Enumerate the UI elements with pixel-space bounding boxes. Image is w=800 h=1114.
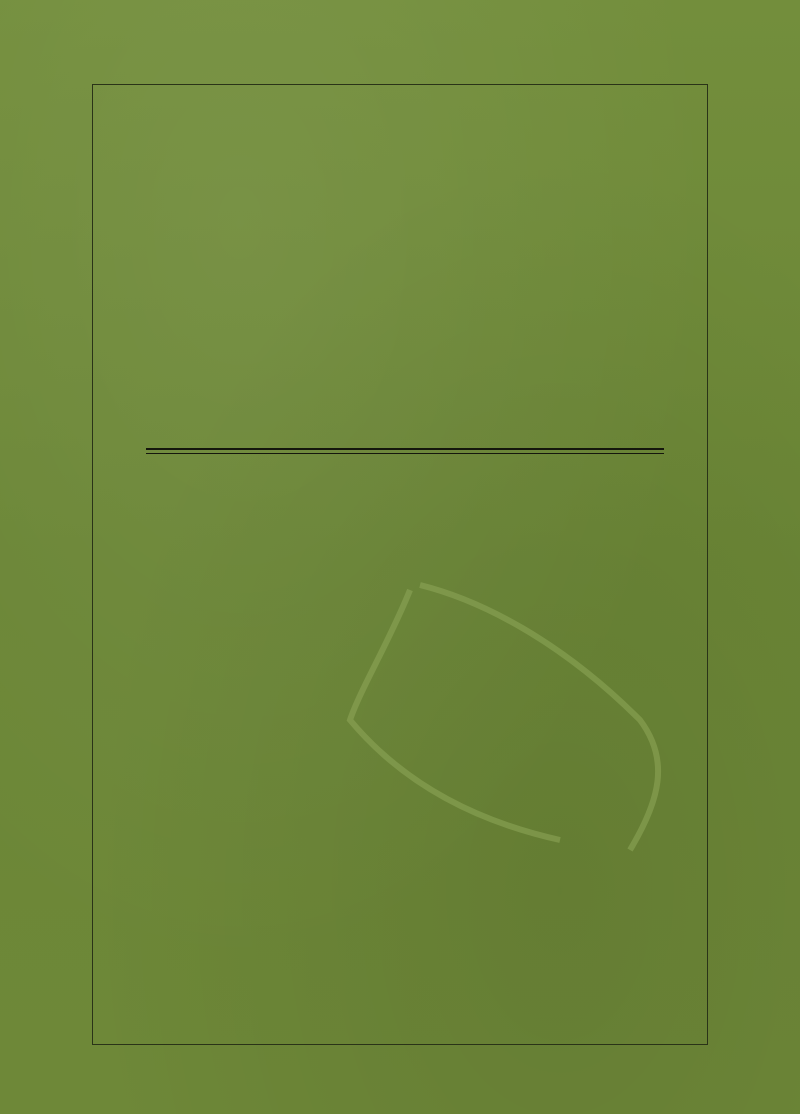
decorative-border-bottom — [0, 1073, 800, 1095]
district-underline-2 — [146, 453, 664, 454]
district-underline — [146, 448, 664, 450]
frame-rule-bottom — [92, 1044, 708, 1045]
decorative-border-left — [4, 28, 28, 1078]
decorative-border-top — [0, 6, 800, 28]
inner-frame — [92, 84, 708, 1044]
frame-rule-top — [92, 84, 708, 85]
decorative-border-right — [770, 28, 794, 1078]
